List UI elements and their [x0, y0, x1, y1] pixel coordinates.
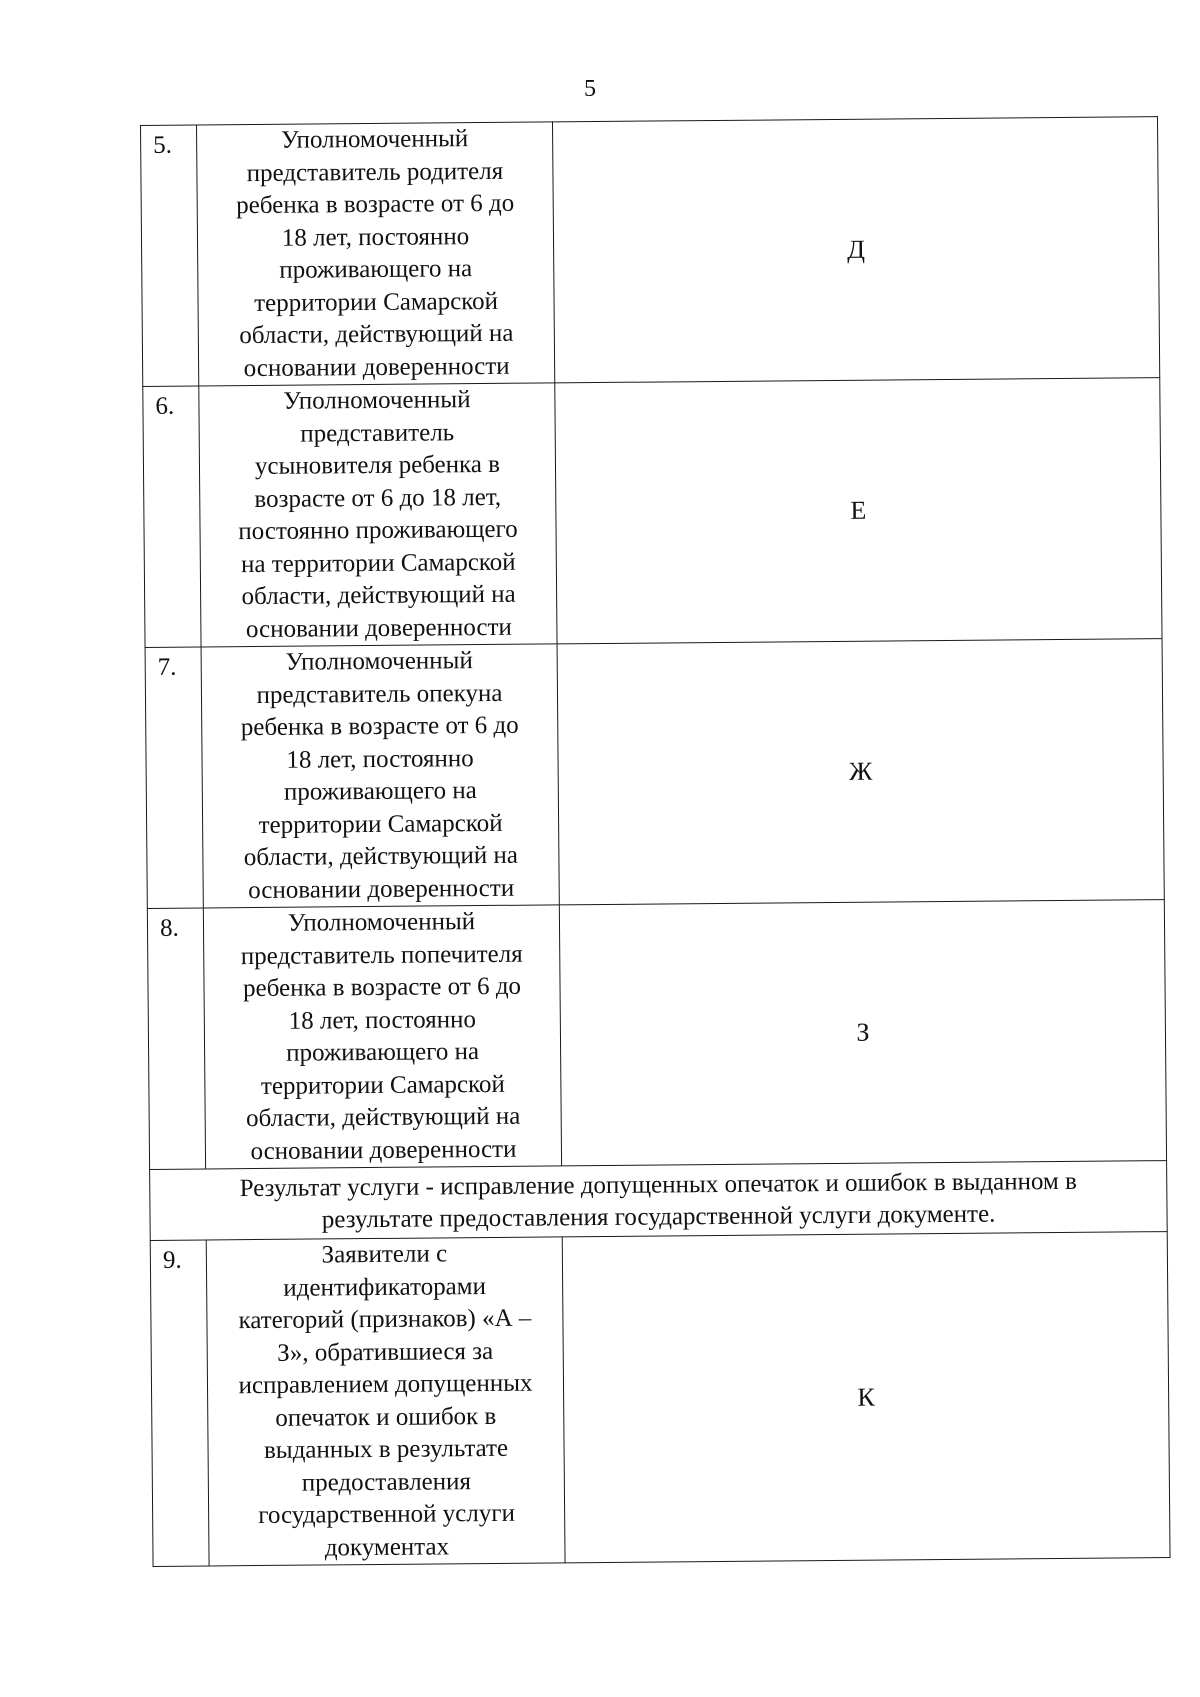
category-description: Уполномоченный представитель опекуна ребенка в возрасте от 6 до 18 лет, постоянно проживающего на территории Самарской области, действующий на основании доверенности: [201, 644, 559, 908]
category-code: К: [562, 1232, 1170, 1563]
category-description: Уполномоченный представитель попечителя ребенка в возрасте от 6 до 18 лет, постоянно проживающего на территории Самарской области, действующий на основании доверенности: [203, 905, 561, 1169]
table-row: [150, 1232, 1170, 1567]
table-row: [143, 378, 1162, 648]
table-row: [145, 639, 1164, 909]
category-code: Е: [555, 378, 1162, 644]
service-result-text: Результат услуги - исправление допущенных опечаток и ошибок в выданном в результате предоставления государственной услуги документе.: [150, 1161, 1168, 1241]
category-description: Заявители с идентификаторами категорий (признаков) «А – З», обратившиеся за исправлением допущенных опечаток и ошибок в выданных в результате предоставления государственной услуги документах: [206, 1237, 565, 1566]
table-row: [147, 900, 1166, 1170]
category-code: Ж: [557, 639, 1164, 905]
category-code: З: [559, 900, 1166, 1166]
row-number: 9.: [150, 1240, 209, 1566]
category-code: Д: [552, 117, 1159, 383]
page-number: 5: [584, 76, 596, 102]
row-number: 7.: [145, 647, 203, 908]
category-description: Уполномоченный представитель родителя ребенка в возрасте от 6 до 18 лет, постоянно проживающего на территории Самарской области, действующий на основании доверенности: [197, 122, 555, 386]
table-row: [141, 117, 1160, 387]
category-description: Уполномоченный представитель усыновителя ребенка в возрасте от 6 до 18 лет, постоянно проживающего на территории Самарской области, действующий на основании доверенности: [199, 383, 557, 647]
row-number: 5.: [141, 125, 199, 386]
row-number: 6.: [143, 386, 201, 647]
applicant-categories-table: [140, 116, 1171, 1567]
result-row: [150, 1161, 1168, 1241]
row-number: 8.: [147, 908, 205, 1169]
